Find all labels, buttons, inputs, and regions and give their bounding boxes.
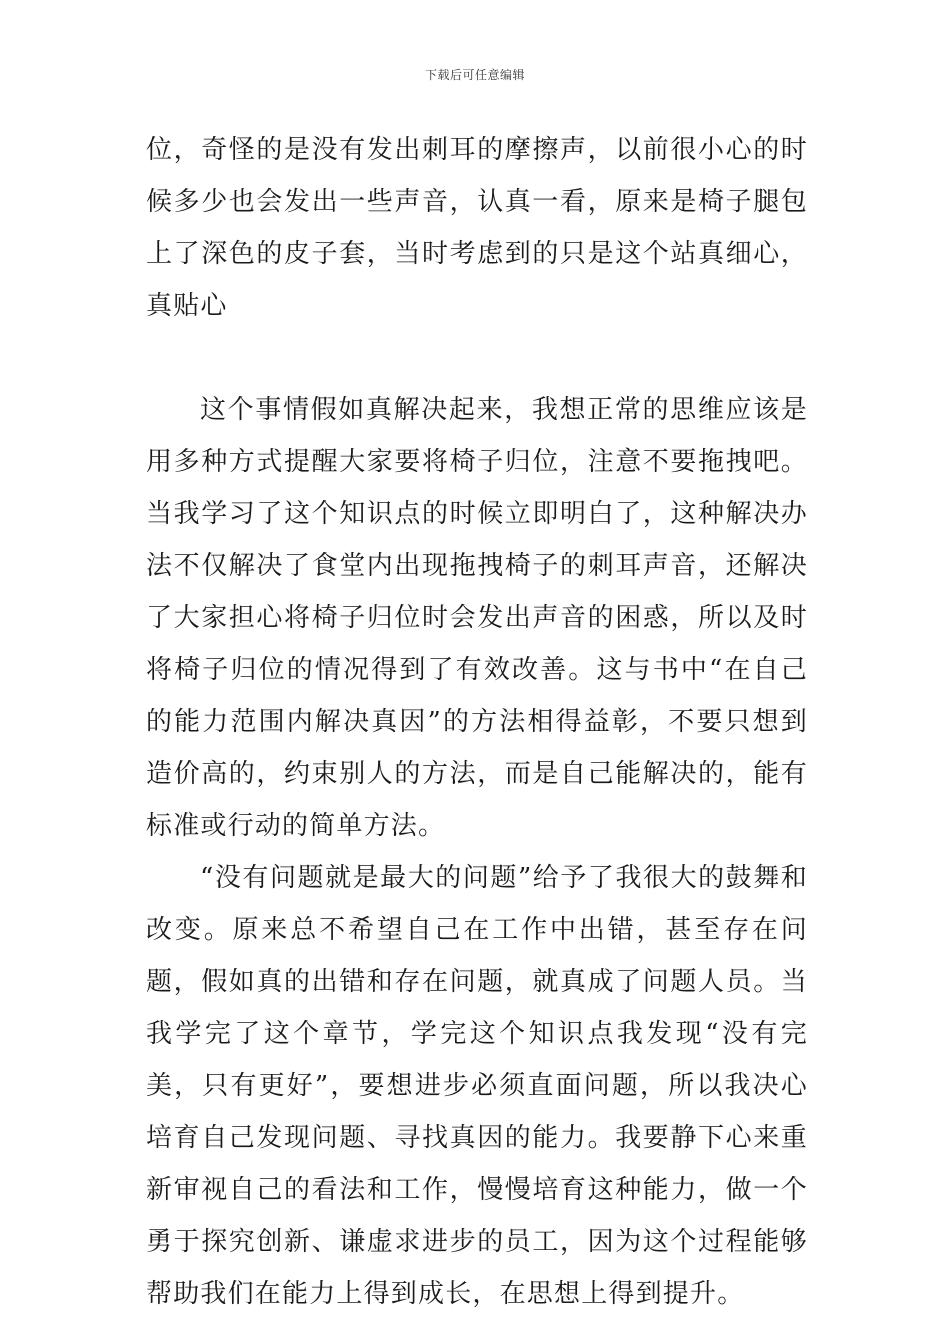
paragraph-reflection: “没有问题就是最大的问题”给予了我很大的鼓舞和改变。原来总不希望自己在工作中出错，甚至存在问题，假如真的出错和存在问题，就真成了问题人员。当我学完了这个章节，学完这个知识点我发现“没有完美，只有更好”，要想进步必须直面问题，所以我决心培育自己发现问题、寻找真因的能力。我要静下心来重新审视自己的看法和工作，慢慢培育这种能力，做一个勇于探究创新、谦虚求进步的员工，因为这个过程能够帮助我们在能力上得到成长，在思想上得到提升。 <box>146 863 808 1309</box>
document-body <box>146 124 808 1320</box>
paragraph-solution: 这个事情假如真解决起来，我想正常的思维应该是用多种方式提醒大家要将椅子归位，注意不要拖拽吧。当我学习了这个知识点的时候立即明白了，这种解决办法不仅解决了食堂内出现拖拽椅子的刺耳声音，还解决了大家担心将椅子归位时会发出声音的困惑，所以及时将椅子归位的情况得到了有效改善。这与书中“在自己的能力范围内解决真因”的方法相得益彰，不要只想到造价高的，约束别人的方法，而是自己能解决的，能有标准或行动的简单方法。 <box>146 395 808 841</box>
page-header: 下载后可任意编辑 <box>424 68 525 82</box>
paragraph-continuation: 位，奇怪的是没有发出刺耳的摩擦声，以前很小心的时候多少也会发出一些声音，认真一看，原来是椅子腿包上了深色的皮子套，当时考虑到的只是这个站真细心，真贴心 <box>146 135 808 321</box>
